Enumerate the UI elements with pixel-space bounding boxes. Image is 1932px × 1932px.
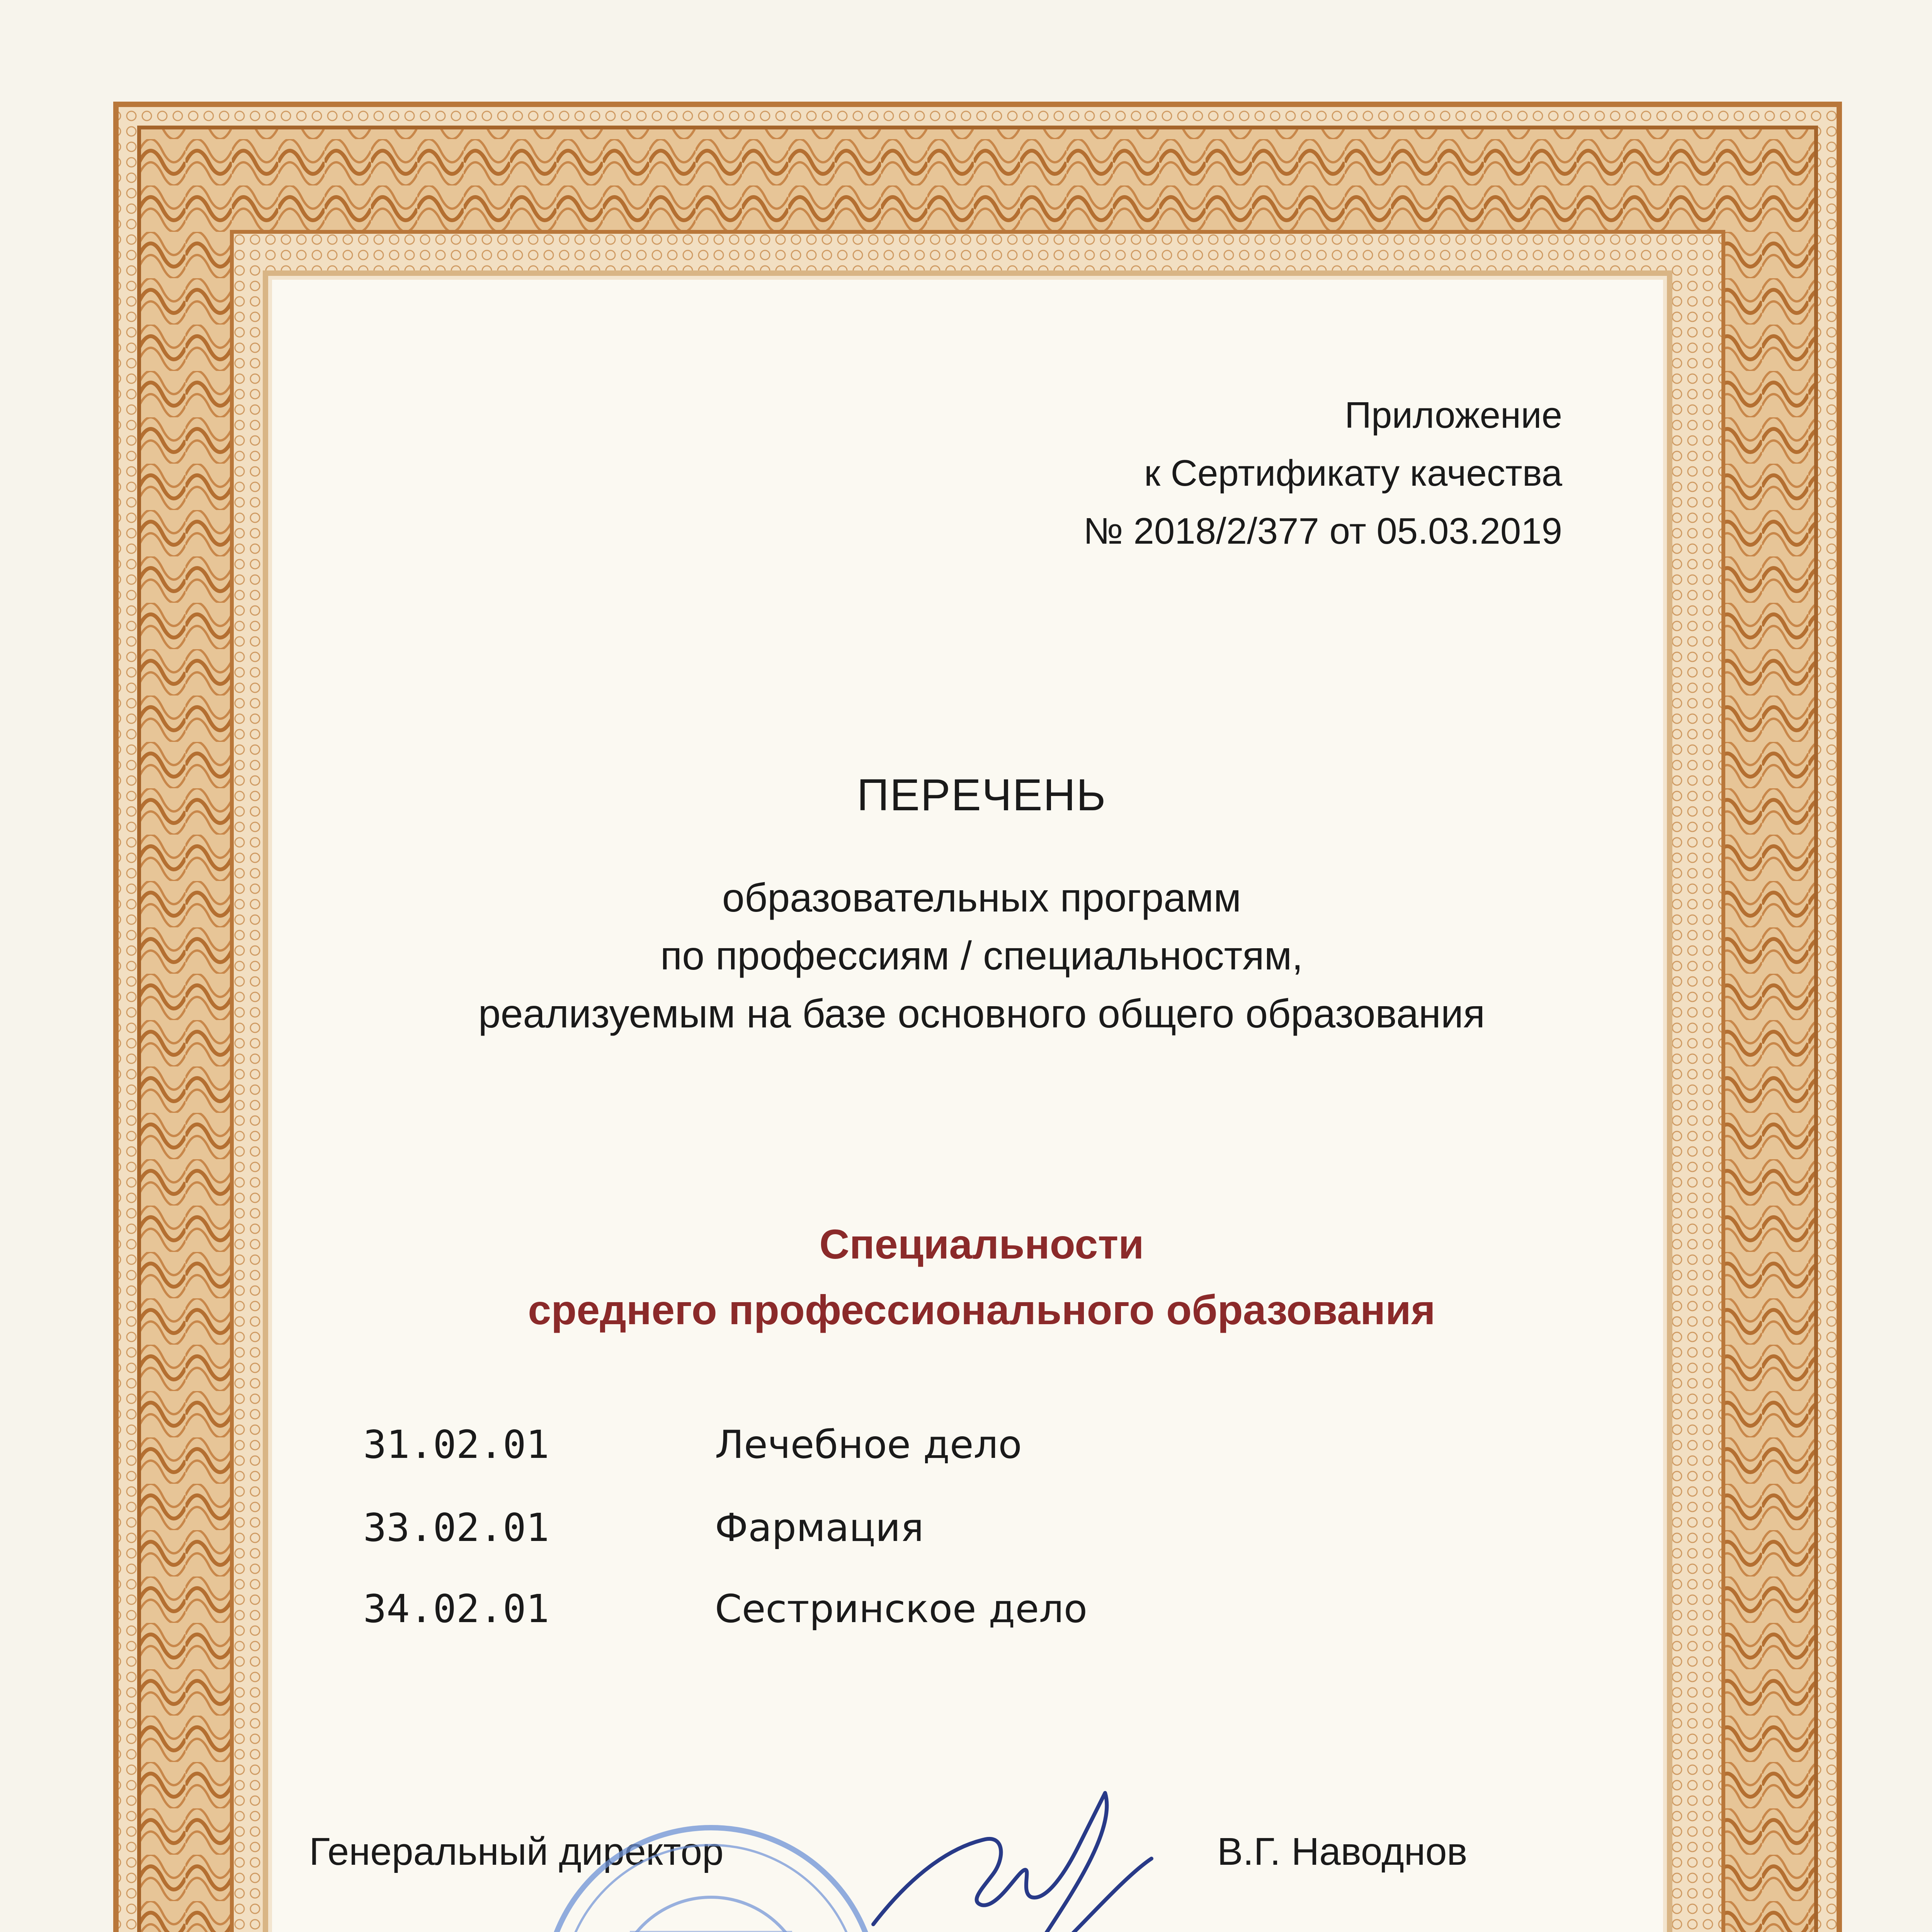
section-title-line-2: среднего профессионального образования: [528, 1286, 1435, 1333]
appendix-certificate-ref: к Сертификату качества: [1144, 452, 1562, 494]
signatory-name: В.Г. Наводнов: [1217, 1830, 1468, 1873]
official-seal: [533, 1816, 889, 1932]
appendix-label: Приложение: [1344, 395, 1562, 436]
program-name: Сестринское дело: [715, 1586, 1088, 1631]
program-name: Лечебное дело: [715, 1422, 1022, 1467]
document-title: ПЕРЕЧЕНЬ: [857, 770, 1107, 820]
program-code: 31.02.01: [363, 1422, 549, 1467]
subtitle-line-2: по профессиям / специальностям,: [660, 934, 1303, 978]
subtitle-line-1: образовательных программ: [722, 876, 1242, 920]
program-code: 34.02.01: [363, 1586, 549, 1631]
appendix-number-date: № 2018/2/377 от 05.03.2019: [1083, 510, 1562, 552]
handwritten-signature: [866, 1777, 1159, 1932]
program-code: 33.02.01: [363, 1505, 549, 1550]
subtitle-line-3: реализуемым на базе основного общего образования: [478, 992, 1485, 1036]
signatory-role: Генеральный директор: [309, 1830, 724, 1873]
section-title-line-1: Специальности: [819, 1221, 1144, 1267]
program-name: Фармация: [715, 1505, 924, 1550]
